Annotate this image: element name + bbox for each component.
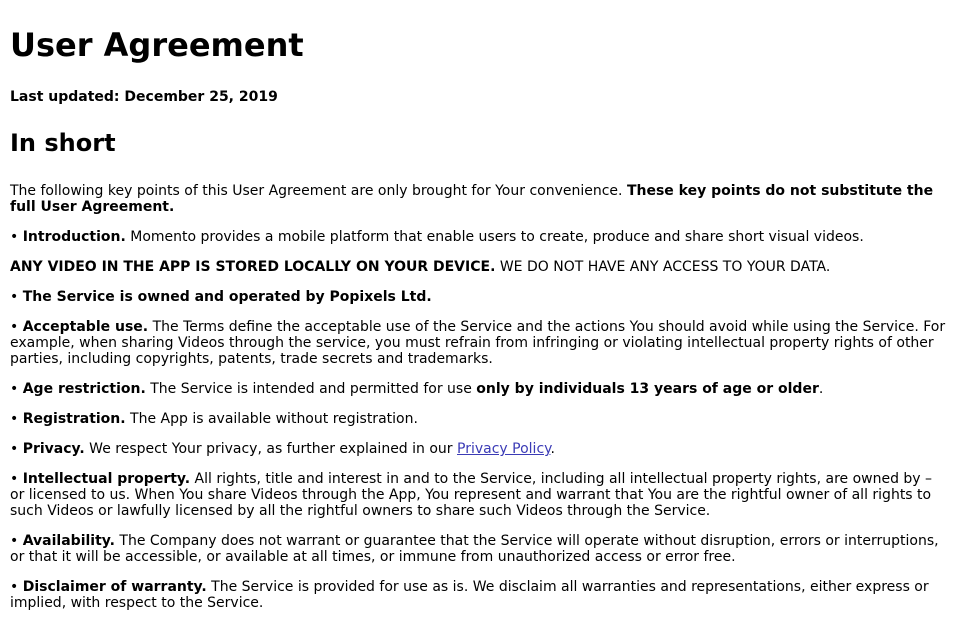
point-label: The Service is owned and operated by Popixels Ltd.: [22, 289, 432, 305]
point-text: We respect Your privacy, as further explained in our: [84, 441, 458, 457]
point-end: .: [818, 381, 824, 397]
point-end: .: [550, 441, 555, 457]
bullet: •: [10, 229, 23, 245]
point-registration: [10, 411, 946, 427]
page-title: User Agreement: [10, 26, 304, 64]
bullet: •: [10, 411, 23, 427]
storage-text: WE DO NOT HAVE ANY ACCESS TO YOUR DATA.: [495, 259, 831, 275]
point-intellectual-property: [10, 471, 946, 519]
point-text: The Service is intended and permitted for use: [145, 381, 477, 397]
point-age-restriction: [10, 381, 946, 397]
privacy-policy-link[interactable]: Privacy Policy: [457, 441, 551, 457]
point-text: All rights, title and interest in and to the Service, including all intellectual property rights, are owned by – or licensed to us. When You share Videos through the App, You represent and warrant that You are the rightful owner of all rights to such Videos or lawfully licensed by all the rightful owners to share such Videos through the Service.: [10, 471, 933, 519]
point-label: Age restriction.: [22, 381, 146, 397]
point-storage: [10, 259, 946, 275]
point-text: The App is available without registration.: [125, 411, 418, 427]
storage-bold: ANY VIDEO IN THE APP IS STORED LOCALLY ON YOUR DEVICE.: [10, 259, 496, 275]
point-availability: [10, 533, 946, 565]
bullet: •: [10, 319, 23, 335]
intro-paragraph: [10, 183, 946, 215]
point-label: Disclaimer of warranty.: [22, 579, 207, 595]
point-acceptable-use: [10, 319, 946, 367]
intro-text: The following key points of this User Agreement are only brought for Your convenience.: [10, 183, 627, 199]
point-label: Registration.: [22, 411, 126, 427]
bullet: •: [10, 533, 23, 549]
age-bold: only by individuals 13 years of age or older: [476, 381, 819, 397]
point-label: Privacy.: [22, 441, 85, 457]
intro-bold: These key points do not substitute the full User Agreement.: [10, 183, 934, 215]
point-text: The Terms define the acceptable use of the Service and the actions You should avoid while using the Service. For example, when sharing Videos through the service, you must refrain from infringing or violating intellectual property rights of other parties, including copyrights, patents, trade secrets and trademarks.: [10, 319, 946, 367]
bullet: •: [10, 471, 23, 487]
point-label: Introduction.: [22, 229, 126, 245]
point-text: The Service is provided for use as is. We disclaim all warranties and representations, either express or implied, with respect to the Service.: [10, 579, 929, 611]
agreement-body: [10, 183, 946, 625]
point-text: Momento provides a mobile platform that enable users to create, produce and share short visual videos.: [125, 229, 864, 245]
point-label: Acceptable use.: [22, 319, 149, 335]
point-privacy: [10, 441, 946, 457]
point-text: The Company does not warrant or guarantee that the Service will operate without disruption, errors or interruptions, or that it will be accessible, or available at all times, or immune from unauthorized access or error free.: [10, 533, 939, 565]
point-label: Intellectual property.: [22, 471, 191, 487]
point-label: Availability.: [22, 533, 115, 549]
bullet: •: [10, 441, 23, 457]
point-disclaimer: [10, 579, 946, 611]
bullet: •: [10, 289, 23, 305]
last-updated: Last updated: December 25, 2019: [10, 89, 278, 105]
bullet: •: [10, 381, 23, 397]
point-ownership: [10, 289, 946, 305]
section-heading: In short: [10, 129, 116, 157]
bullet: •: [10, 579, 23, 595]
point-introduction: [10, 229, 946, 245]
